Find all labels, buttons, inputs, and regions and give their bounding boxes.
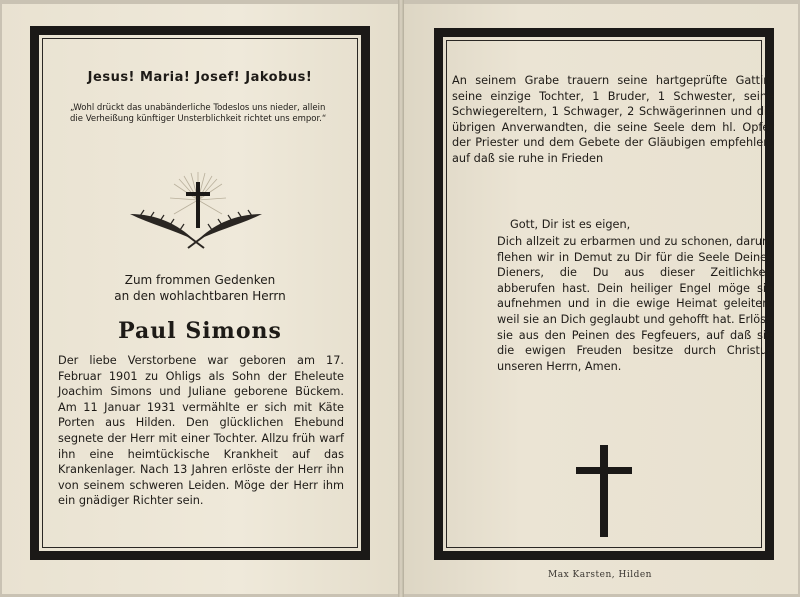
memorial-line-2: an den wohlachtbaren Herrn bbox=[114, 289, 286, 303]
quote-verse: „Wohl drückt das unabänderliche Todeslos uns nieder, allein die Verheißung künftiger Unsterblichkeit richtet uns empor.“ bbox=[70, 103, 327, 124]
deceased-name: Paul Simons bbox=[118, 318, 282, 344]
printer-imprint: Max Karsten, Hilden bbox=[548, 570, 652, 580]
invocation-heading: Jesus! Maria! Josef! Jakobus! bbox=[87, 70, 313, 85]
latin-cross-icon bbox=[574, 445, 634, 541]
prayer-text: Dich allzeit zu erbarmen und zu schonen, darum flehen wir in Demut zu Dir für die Seele Deines Dieners, die Du aus dieser Zeitlichkeit abberufen hast. Dein heiliger Engel möge sie aufnehmen und in die ewige Heimat geleiten, weil sie an Dich geglaubt und gehofft hat. Erlöse sie aus den Peinen des Fegfeuers, auf daß sie die ewigen Freuden besitze durch Christus unseren Herrn, Amen. bbox=[497, 235, 773, 373]
mourners-text: An seinem Grabe trauern seine hartgeprüfte Gattin, seine einzige Tochter, 1 Bruder, 1 Schwester, seine Schwiegereltern, 1 Schwager, 2 Schwägerinnen und die übrigen Anverwandten, die seine Seele dem hl. Opfer der Priester und dem Gebete der Gläubigen empfehlen, auf daß sie ruhe in Frieden bbox=[452, 74, 774, 165]
prayer-opening: Gott, Dir ist es eigen, bbox=[510, 218, 631, 231]
memorial-line-1: Zum frommen Gedenken bbox=[124, 273, 276, 287]
card-fold bbox=[398, 0, 404, 597]
biography-text: Der liebe Verstorbene war geboren am 17. Februar 1901 zu Ohligs als Sohn der Eheleute Joachim Simons und Juliane geborene Bückem. Am 11 Januar 1931 vermählte er sich mit Käte Porten aus Hilden. Den glücklichen Ehebund segnete der Herr mit einer Tochter. Allzu früh warf ihn eine heimtückische Krankheit auf das Krankenlager. Nach 13 Jahren erlöste der Herr ihn von seinem schweren Leiden. Möge der Herr ihm ein gnädiger Richter sein. bbox=[58, 354, 344, 508]
memorial-dedication bbox=[50, 272, 350, 304]
radiant-cross-with-palm-branches-icon bbox=[126, 170, 266, 258]
